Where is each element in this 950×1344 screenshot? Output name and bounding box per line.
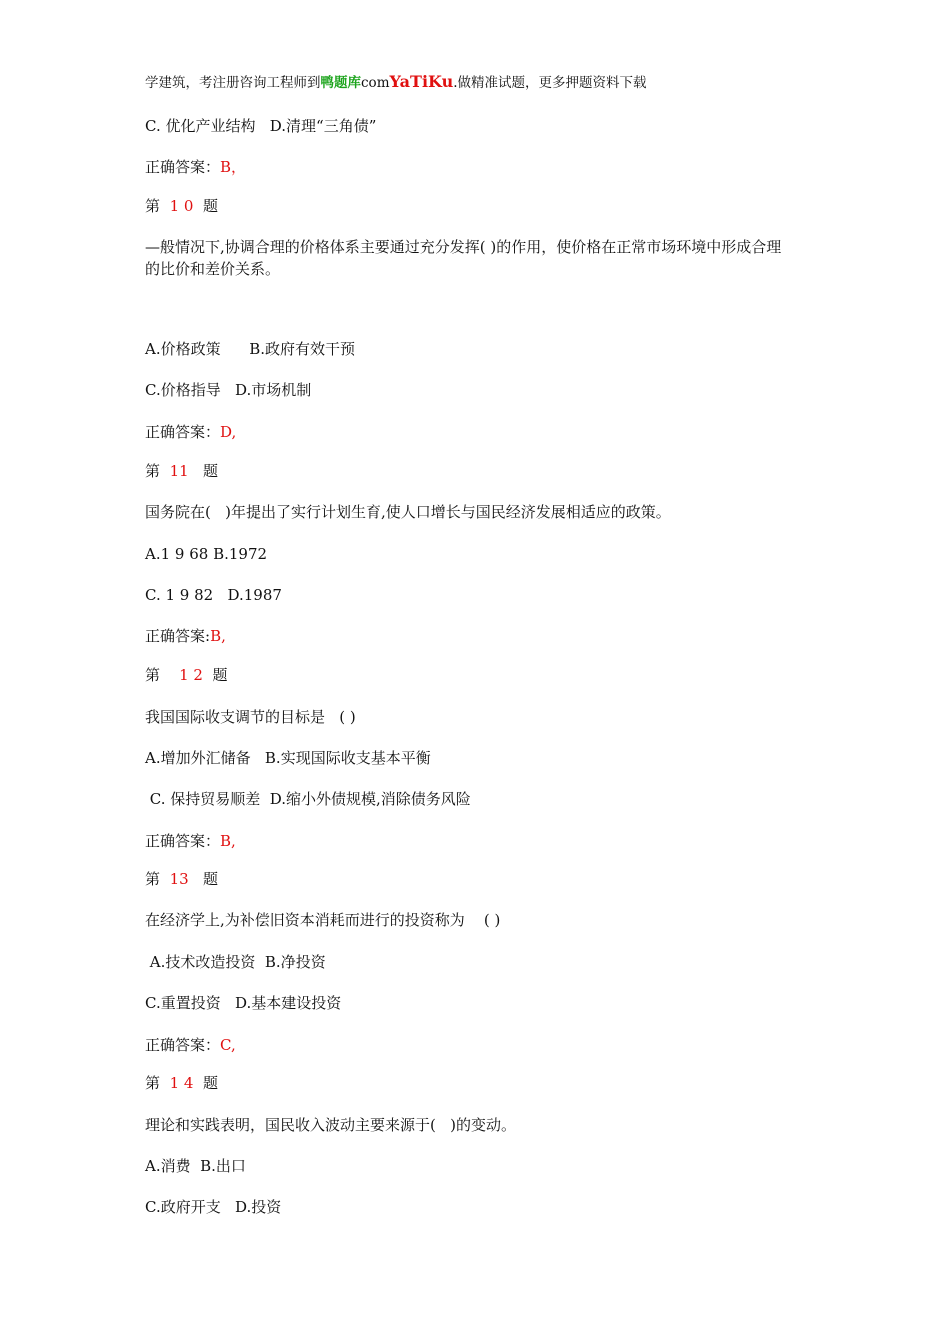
answer-label: 正确答案：	[145, 158, 221, 176]
q14-options-ab: A.消费 B.出口	[145, 1157, 246, 1175]
answer-value: B，	[220, 158, 247, 176]
question-di: 第	[145, 1074, 161, 1092]
answer-label: 正确答案：	[145, 832, 221, 850]
q13-stem: 在经济学上,为补偿旧资本消耗而进行的投资称为 ( )	[145, 911, 501, 929]
q9-answer	[145, 157, 246, 177]
question-number: 11	[169, 462, 189, 480]
header-site-name: 鸭题库	[320, 75, 361, 91]
question-number: 1 4	[169, 1074, 194, 1092]
q11-options-ab: A.1 9 68 B.1972	[145, 545, 268, 563]
q14-options-cd: C.政府开支 D.投资	[145, 1198, 282, 1216]
q12-answer	[145, 831, 236, 851]
q13-heading	[145, 869, 218, 889]
q10-options-ab: A.价格政策 B.政府有效干预	[145, 340, 356, 358]
question-ti: 题	[202, 1074, 218, 1092]
page-header	[145, 72, 647, 93]
q11-heading	[145, 461, 218, 481]
question-ti: 题	[202, 870, 218, 888]
header-brand: YaTiKu	[389, 72, 454, 91]
question-ti: 题	[202, 462, 218, 480]
question-di: 第	[145, 462, 161, 480]
question-di: 第	[145, 666, 161, 684]
q12-stem: 我国国际收支调节的目标是 ( )	[145, 708, 356, 726]
answer-value: D,	[220, 423, 237, 441]
question-ti: 题	[202, 197, 218, 215]
question-di: 第	[145, 197, 161, 215]
header-prefix: 学建筑，考注册咨询工程师到	[145, 75, 321, 91]
answer-value: C,	[220, 1036, 236, 1054]
question-number: 1 0	[169, 197, 194, 215]
q10-answer	[145, 422, 236, 442]
q14-stem: 理论和实践表明，国民收入波动主要来源于( )的变动。	[145, 1116, 517, 1134]
q13-options-ab: A.技术改造投资 B.净投资	[145, 953, 326, 971]
question-number: 13	[169, 870, 189, 888]
q13-answer	[145, 1035, 236, 1055]
q14-heading	[145, 1073, 218, 1093]
q12-options-cd: C. 保持贸易顺差 D.缩小外债规模,消除债务风险	[145, 790, 471, 808]
answer-label: 正确答案：	[145, 1036, 221, 1054]
question-number: 1 2	[179, 666, 203, 684]
answer-value: B,	[220, 832, 236, 850]
q10-options-cd: C.价格指导 D.市场机制	[145, 381, 312, 399]
answer-label: 正确答案：	[145, 423, 221, 441]
q11-stem: 国务院在( )年提出了实行计划生育,使人口增长与国民经济发展相适应的政策。	[145, 503, 671, 521]
header-com: com	[361, 75, 390, 91]
question-di: 第	[145, 870, 161, 888]
q9-options-cd: C. 优化产业结构 D.清理“三角债”	[145, 117, 377, 135]
q12-options-ab: A.增加外汇储备 B.实现国际收支基本平衡	[145, 749, 431, 767]
answer-value: B,	[210, 627, 226, 645]
q10-stem: —般情况下,协调合理的价格体系主要通过充分发挥( )的作用，使价格在正常市场环境中形成合理的比价和差价关系。	[145, 238, 782, 278]
answer-label: 正确答案:	[145, 627, 211, 645]
q12-heading	[145, 665, 228, 685]
question-ti: 题	[212, 666, 228, 684]
header-suffix: .做精准试题，更多押题资料下载	[453, 75, 647, 91]
q10-heading	[145, 196, 218, 216]
q13-options-cd: C.重置投资 D.基本建设投资	[145, 994, 342, 1012]
q11-answer	[145, 626, 226, 646]
q11-options-cd: C. 1 9 82 D.1987	[145, 586, 282, 604]
